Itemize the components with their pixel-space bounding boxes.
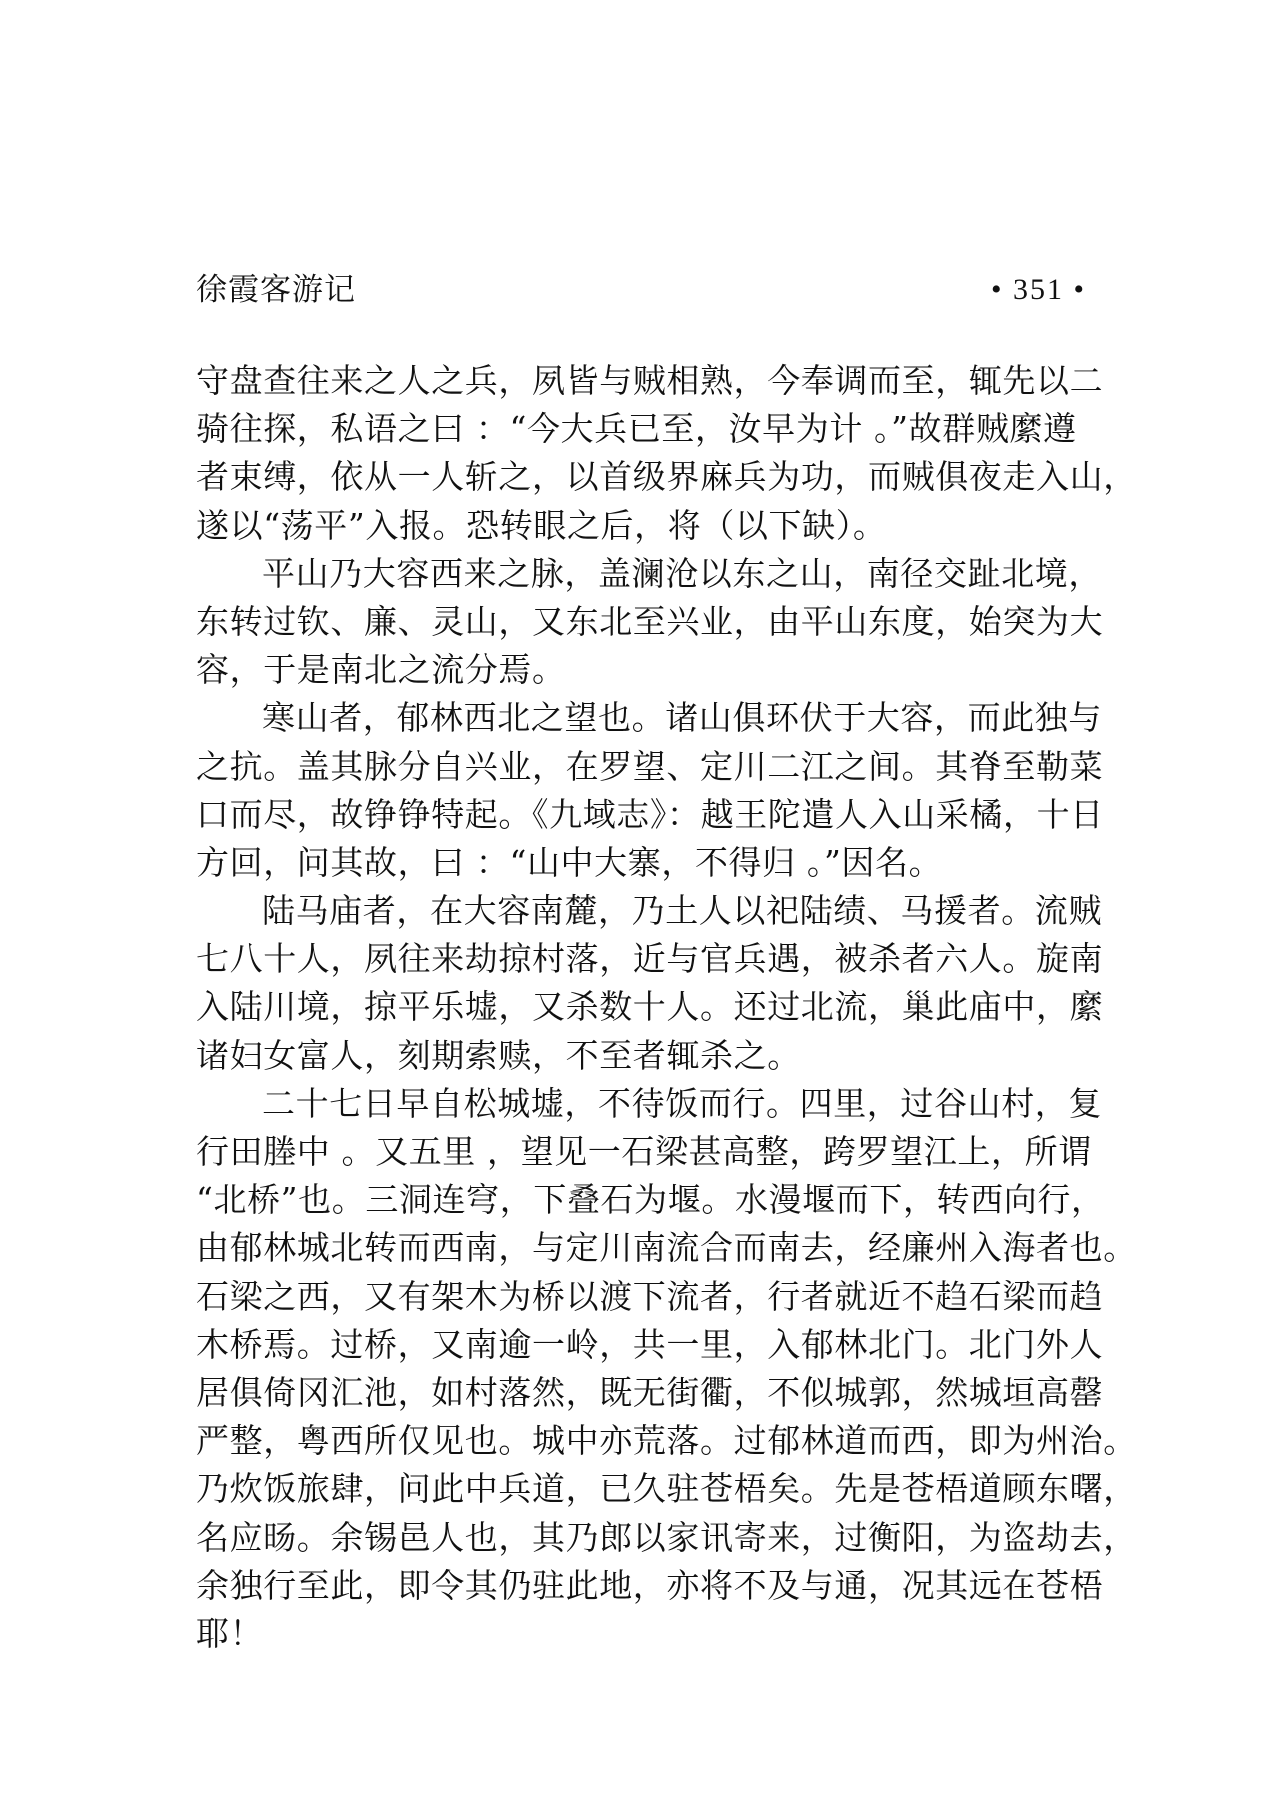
text-line: 行田塍中 。又五里 ，望见一石梁甚高整，跨罗望江上，所谓 bbox=[196, 1132, 1092, 1171]
text-line: “北桥”也。三洞连穹，下叠石为堰。水漫堰而下，转西向行， bbox=[196, 1180, 1105, 1220]
text-line: 居俱倚冈汇池，如村落然，既无街衢，不似城郭，然城垣高罄 bbox=[196, 1372, 1104, 1412]
text-line: 之抗。盖其脉分自兴业，在罗望、定川二江之间。其脊至勒菜 bbox=[196, 746, 1104, 786]
text-line: 者束缚，依从一人斩之，以首级界麻兵为功，而贼俱夜走入山， bbox=[196, 457, 1137, 497]
text-line: 入陆川境，掠平乐墟，又杀数十人。还过北流，巢此庙中，縻 bbox=[196, 987, 1104, 1027]
text-line: 余独行至此，即令其仍驻此地，亦将不及与通，况其远在苍梧 bbox=[196, 1565, 1104, 1605]
text-line: 七八十人，夙往来劫掠村落，近与官兵遇，被杀者六人。旋南 bbox=[196, 939, 1104, 979]
text-line: 东转过钦、廉、灵山，又东北至兴业，由平山东度，始突为大 bbox=[196, 601, 1104, 641]
text-line: 由郁林城北转而西南，与定川南流合而南去，经廉州入海者也。 bbox=[196, 1228, 1137, 1268]
text-line: 守盘查往来之人之兵，夙皆与贼相熟，今奉调而至，辄先以二 bbox=[196, 361, 1104, 400]
text-line: 诸妇女富人，刻期索赎，不至者辄杀之。 bbox=[196, 1035, 801, 1075]
text-line: 方回，问其故，曰 ：“山中大寨，不得归 。”因名。 bbox=[196, 842, 943, 882]
book-title: 徐霞客游记 bbox=[196, 272, 356, 308]
text-line: 寒山者，郁林西北之望也。诸山俱环伏于大容，而此独与 bbox=[262, 698, 1102, 738]
page-number: • 351 • bbox=[990, 273, 1086, 306]
text-line: 二十七日早自松城墟，不待饭而行。四里，过谷山村，复 bbox=[262, 1083, 1102, 1123]
text-line: 平山乃大容西来之脉，盖澜沧以东之山，南径交趾北境， bbox=[262, 553, 1102, 593]
text-line: 严整，粤西所仅见也。城中亦荒落。过郁林道而西，即为州治。 bbox=[196, 1421, 1137, 1461]
text-line: 名应旸。余锡邑人也，其乃郎以家讯寄来，过衡阳，为盗劫去， bbox=[196, 1517, 1137, 1557]
text-line: 遂以“荡平”入报。恐转眼之后，将（以下缺）。 bbox=[196, 505, 887, 545]
text-line: 石梁之西，又有架木为桥以渡下流者，行者就近不趋石梁而趋 bbox=[196, 1276, 1104, 1316]
text-line: 乃炊饭旅肆，问此中兵道，已久驻苍梧矣。先是苍梧道顾东曙， bbox=[196, 1469, 1137, 1509]
body-text bbox=[196, 357, 1137, 1658]
running-header bbox=[196, 268, 1086, 312]
text-line: 陆马庙者，在大容南麓，乃土人以祀陆绩、马援者。流贼 bbox=[262, 891, 1102, 931]
text-line: 木桥焉。过桥，又南逾一岭，共一里，入郁林北门。北门外人 bbox=[196, 1324, 1104, 1364]
text-line: 耶！ bbox=[196, 1613, 264, 1653]
text-line: 容，于是南北之流分焉。 bbox=[196, 650, 566, 690]
text-line: 口而尽，故铮铮特起。《九域志》：越王陀遣人入山采橘，十日 bbox=[196, 794, 1104, 834]
text-line: 骑往探，私语之曰 ：“今大兵已至，汝早为计 。”故群贼縻遵 bbox=[196, 409, 1077, 449]
